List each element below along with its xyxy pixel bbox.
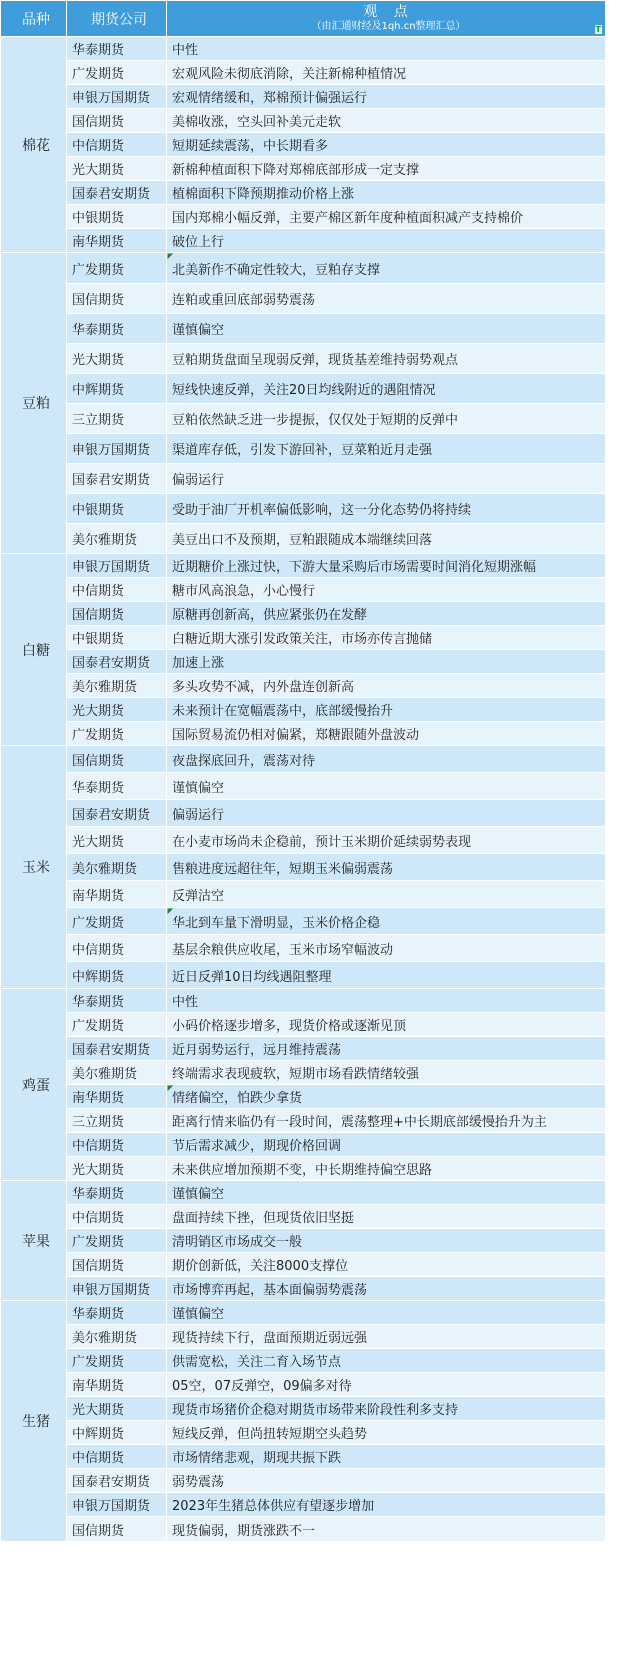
company-cell: 国信期货 (67, 1253, 167, 1277)
table-row (1, 854, 606, 881)
company-cell: 华泰期货 (67, 37, 167, 61)
table-row (1, 989, 606, 1013)
view-cell: 现货市场猪价企稳对期货市场带来阶段性利多支持 (167, 1397, 606, 1421)
header-view (167, 1, 606, 37)
view-cell: 植棉面积下降预期推动价格上涨 (167, 181, 606, 205)
table-row (1, 698, 606, 722)
view-cell: 国际贸易流仍相对偏紧，郑糖跟随外盘波动 (167, 722, 606, 746)
view-cell: 清明销区市场成交一般 (167, 1229, 606, 1253)
view-cell: 未来供应增加预期不变，中长期维持偏空思路 (167, 1157, 606, 1181)
company-cell: 华泰期货 (67, 989, 167, 1013)
view-cell: 05空，07反弹空，09偏多对待 (167, 1373, 606, 1397)
company-cell: 国信期货 (67, 109, 167, 133)
view-cell: 短期延续震荡，中长期看多 (167, 133, 606, 157)
table-row (1, 1349, 606, 1373)
table-row (1, 1181, 606, 1205)
view-cell: 近日反弹10日均线遇阻整理 (167, 962, 606, 989)
category-cell: 玉米 (1, 746, 67, 989)
view-cell: 偏弱运行 (167, 800, 606, 827)
view-cell: 现货持续下行，盘面预期近弱远强 (167, 1325, 606, 1349)
company-cell: 光大期货 (67, 1397, 167, 1421)
category-cell: 棉花 (1, 37, 67, 253)
company-cell: 中信期货 (67, 935, 167, 962)
company-cell: 光大期货 (67, 344, 167, 374)
table-row (1, 1397, 606, 1421)
table-row (1, 37, 606, 61)
company-cell: 广发期货 (67, 253, 167, 284)
view-cell: 中性 (167, 37, 606, 61)
table-row (1, 374, 606, 404)
view-cell: 新棉种植面积下降对郑棉底部形成一定支撑 (167, 157, 606, 181)
company-cell: 华泰期货 (67, 1181, 167, 1205)
company-cell: 华泰期货 (67, 773, 167, 800)
company-cell: 广发期货 (67, 1013, 167, 1037)
table-row (1, 1013, 606, 1037)
company-cell: 美尔雅期货 (67, 1061, 167, 1085)
company-cell: 国泰君安期货 (67, 464, 167, 494)
table-row (1, 284, 606, 314)
view-cell: 北美新作不确定性较大，豆粕存支撑 (167, 253, 606, 284)
company-cell: 申银万国期货 (67, 1277, 167, 1301)
view-cell: 反弹沽空 (167, 881, 606, 908)
view-cell: 现货偏弱，期货涨跌不一 (167, 1517, 606, 1542)
table-row (1, 1253, 606, 1277)
view-cell: 谨慎偏空 (167, 314, 606, 344)
company-cell: 申银万国期货 (67, 554, 167, 578)
category-cell: 豆粕 (1, 253, 67, 554)
table-row (1, 253, 606, 284)
view-cell: 未来预计在宽幅震荡中，底部缓慢抬升 (167, 698, 606, 722)
company-cell: 中信期货 (67, 1205, 167, 1229)
table-row (1, 464, 606, 494)
table-row (1, 962, 606, 989)
company-cell: 中银期货 (67, 626, 167, 650)
view-cell: 受助于油厂开机率偏低影响，这一分化态势仍将持续 (167, 494, 606, 524)
view-cell: 短线快速反弹，关注20日均线附近的遇阻情况 (167, 374, 606, 404)
category-cell: 生猪 (1, 1301, 67, 1542)
table-row (1, 773, 606, 800)
table-row (1, 1517, 606, 1542)
company-cell: 国泰君安期货 (67, 650, 167, 674)
table-row (1, 746, 606, 773)
view-cell: 美豆出口不及预期，豆粕跟随成本端继续回落 (167, 524, 606, 554)
table-row (1, 133, 606, 157)
company-cell: 三立期货 (67, 404, 167, 434)
table-row (1, 1229, 606, 1253)
company-cell: 申银万国期货 (67, 1493, 167, 1517)
header-view-title: 观 点 (363, 3, 414, 20)
table-row (1, 344, 606, 374)
category-cell: 鸡蛋 (1, 989, 67, 1181)
company-cell: 中信期货 (67, 1445, 167, 1469)
view-cell: 豆粕依然缺乏进一步提振，仅仅处于短期的反弹中 (167, 404, 606, 434)
table-row (1, 881, 606, 908)
company-cell: 中信期货 (67, 578, 167, 602)
view-cell: 小码价格逐步增多，现货价格或逐渐见顶 (167, 1013, 606, 1037)
company-cell: 美尔雅期货 (67, 674, 167, 698)
view-cell: 短线反弹，但尚扭转短期空头趋势 (167, 1421, 606, 1445)
view-cell: 供需宽松，关注二育入场节点 (167, 1349, 606, 1373)
view-cell: 夜盘探底回升，震荡对待 (167, 746, 606, 773)
company-cell: 光大期货 (67, 157, 167, 181)
view-cell: 渠道库存低，引发下游回补，豆菜粕近月走强 (167, 434, 606, 464)
company-cell: 国信期货 (67, 746, 167, 773)
company-cell: 广发期货 (67, 722, 167, 746)
company-cell: 中辉期货 (67, 374, 167, 404)
company-cell: 南华期货 (67, 1085, 167, 1109)
table-row (1, 1037, 606, 1061)
table-row (1, 626, 606, 650)
company-cell: 中信期货 (67, 133, 167, 157)
company-cell: 广发期货 (67, 908, 167, 935)
company-cell: 中银期货 (67, 494, 167, 524)
table-row (1, 1493, 606, 1517)
view-cell: 美棉收涨，空头回补美元走软 (167, 109, 606, 133)
view-cell: 市场博弈再起，基本面偏弱势震荡 (167, 1277, 606, 1301)
corner-badge-icon: T (595, 25, 601, 34)
view-cell: 节后需求减少，期现价格回调 (167, 1133, 606, 1157)
table-row (1, 578, 606, 602)
company-cell: 广发期货 (67, 61, 167, 85)
table-row (1, 434, 606, 464)
table-row (1, 1325, 606, 1349)
view-cell: 近月弱势运行，远月维持震荡 (167, 1037, 606, 1061)
view-cell: 宏观情绪缓和，郑棉预计偏强运行 (167, 85, 606, 109)
view-cell: 谨慎偏空 (167, 1181, 606, 1205)
view-cell: 糖市风高浪急，小心慢行 (167, 578, 606, 602)
table-row (1, 1085, 606, 1109)
company-cell: 华泰期货 (67, 1301, 167, 1325)
view-cell: 国内郑棉小幅反弹，主要产棉区新年度种植面积减产支持棉价 (167, 205, 606, 229)
company-cell: 国信期货 (67, 602, 167, 626)
table-row (1, 205, 606, 229)
company-cell: 国泰君安期货 (67, 1037, 167, 1061)
view-cell: 情绪偏空，怕跌少拿货 (167, 1085, 606, 1109)
table-row (1, 1277, 606, 1301)
view-cell: 近期糖价上涨过快，下游大量采购后市场需要时间消化短期涨幅 (167, 554, 606, 578)
table-row (1, 1469, 606, 1493)
view-cell: 谨慎偏空 (167, 1301, 606, 1325)
table-row (1, 1061, 606, 1085)
table-row (1, 827, 606, 854)
view-cell: 多头攻势不减，内外盘连创新高 (167, 674, 606, 698)
company-cell: 美尔雅期货 (67, 1325, 167, 1349)
view-cell: 市场情绪悲观，期现共振下跌 (167, 1445, 606, 1469)
company-cell: 广发期货 (67, 1349, 167, 1373)
category-cell: 苹果 (1, 1181, 67, 1301)
company-cell: 美尔雅期货 (67, 854, 167, 881)
table-row (1, 494, 606, 524)
view-cell: 连粕或重回底部弱势震荡 (167, 284, 606, 314)
view-cell: 谨慎偏空 (167, 773, 606, 800)
table-row (1, 1301, 606, 1325)
company-cell: 国泰君安期货 (67, 1469, 167, 1493)
table-row (1, 674, 606, 698)
company-cell: 中信期货 (67, 1133, 167, 1157)
view-cell: 终端需求表现疲软，短期市场看跌情绪较强 (167, 1061, 606, 1085)
table-row (1, 1205, 606, 1229)
table-row (1, 181, 606, 205)
view-cell: 期价创新低，关注8000支撑位 (167, 1253, 606, 1277)
company-cell: 三立期货 (67, 1109, 167, 1133)
company-cell: 申银万国期货 (67, 434, 167, 464)
company-cell: 中辉期货 (67, 962, 167, 989)
table-row (1, 1133, 606, 1157)
view-cell: 宏观风险未彻底消除，关注新棉种植情况 (167, 61, 606, 85)
company-cell: 南华期货 (67, 1373, 167, 1397)
table-row (1, 908, 606, 935)
company-cell: 中银期货 (67, 205, 167, 229)
table-row (1, 800, 606, 827)
view-cell: 豆粕期货盘面呈现弱反弹，现货基差维持弱势观点 (167, 344, 606, 374)
company-cell: 光大期货 (67, 1157, 167, 1181)
table-row (1, 61, 606, 85)
view-cell: 偏弱运行 (167, 464, 606, 494)
company-cell: 光大期货 (67, 698, 167, 722)
table-row (1, 314, 606, 344)
view-cell: 在小麦市场尚未企稳前，预计玉米期价延续弱势表现 (167, 827, 606, 854)
view-cell: 售粮进度远超往年，短期玉米偏弱震荡 (167, 854, 606, 881)
company-cell: 南华期货 (67, 881, 167, 908)
table-row (1, 157, 606, 181)
company-cell: 国泰君安期货 (67, 800, 167, 827)
company-cell: 申银万国期货 (67, 85, 167, 109)
company-cell: 国信期货 (67, 284, 167, 314)
table-header-row (1, 1, 606, 37)
table-row (1, 650, 606, 674)
table-row (1, 404, 606, 434)
table-row (1, 85, 606, 109)
company-cell: 光大期货 (67, 827, 167, 854)
header-view-subtitle: （由汇通财经及1qh.cn整理汇总） (311, 20, 466, 32)
header-company: 期货公司 (67, 1, 167, 37)
table-row (1, 935, 606, 962)
table-row (1, 1421, 606, 1445)
company-cell: 国信期货 (67, 1517, 167, 1542)
company-cell: 华泰期货 (67, 314, 167, 344)
view-cell: 原糖再创新高，供应紧张仍在发酵 (167, 602, 606, 626)
view-cell: 破位上行 (167, 229, 606, 253)
view-cell: 弱势震荡 (167, 1469, 606, 1493)
view-cell: 距离行情来临仍有一段时间，震荡整理+中长期底部缓慢抬升为主 (167, 1109, 606, 1133)
view-cell: 白糖近期大涨引发政策关注，市场亦传言抛储 (167, 626, 606, 650)
header-category: 品种 (1, 1, 67, 37)
view-cell: 中性 (167, 989, 606, 1013)
view-cell: 基层余粮供应收尾，玉米市场窄幅波动 (167, 935, 606, 962)
table-row (1, 1109, 606, 1133)
category-cell: 白糖 (1, 554, 67, 746)
table-row (1, 554, 606, 578)
table-row (1, 109, 606, 133)
company-cell: 中辉期货 (67, 1421, 167, 1445)
company-cell: 美尔雅期货 (67, 524, 167, 554)
view-cell: 华北到车量下滑明显，玉米价格企稳 (167, 908, 606, 935)
view-cell: 2023年生猪总体供应有望逐步增加 (167, 1493, 606, 1517)
company-cell: 广发期货 (67, 1229, 167, 1253)
table-row (1, 1445, 606, 1469)
company-cell: 国泰君安期货 (67, 181, 167, 205)
company-cell: 南华期货 (67, 229, 167, 253)
table-row (1, 524, 606, 554)
view-cell: 盘面持续下挫，但现货依旧坚挺 (167, 1205, 606, 1229)
table-row (1, 602, 606, 626)
table-row (1, 1373, 606, 1397)
table-row (1, 1157, 606, 1181)
view-cell: 加速上涨 (167, 650, 606, 674)
table-row (1, 229, 606, 253)
table-body (1, 37, 606, 1542)
table-row (1, 722, 606, 746)
